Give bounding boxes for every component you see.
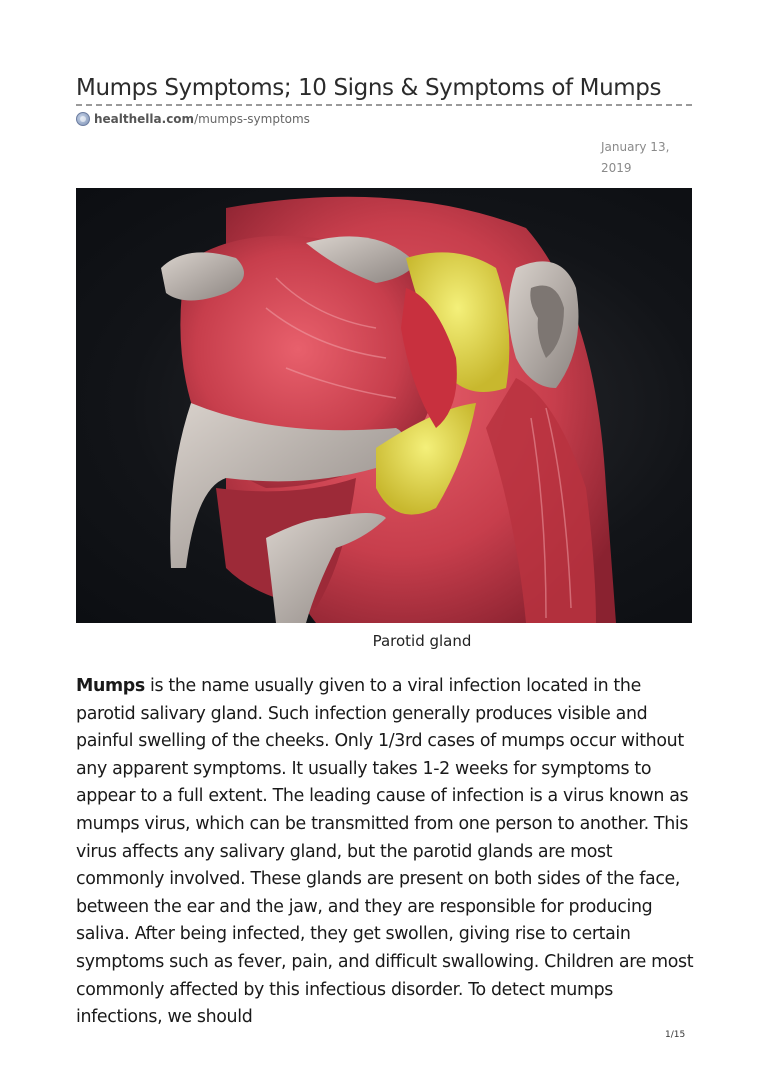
source-link[interactable] <box>76 112 310 126</box>
lead-term: Mumps <box>76 676 145 696</box>
globe-icon <box>76 112 90 126</box>
publish-date-line2: 2019 <box>601 161 632 175</box>
article-title: Mumps Symptoms; 10 Signs & Symptoms of Mumps <box>76 75 662 101</box>
publish-date-line1: January 13, <box>601 140 670 154</box>
source-domain: healthella.com <box>94 112 195 126</box>
title-divider <box>76 104 692 106</box>
article-paragraph <box>76 673 696 1032</box>
source-path: /mumps-symptoms <box>194 112 310 126</box>
page-indicator: 1/15 <box>665 1030 686 1040</box>
publish-date <box>601 137 691 179</box>
paragraph-text: is the name usually given to a viral infection located in the parotid salivary gland. Such infection generally produces visible and painful swelling of the cheeks. Only 1/3rd cases of mumps occur without any apparent symptoms. It usually takes 1-2 weeks for symptoms to appear to a full extent. The leading cause of infection is a virus known as mumps virus, which can be transmitted from one person to another. This virus affects any salivary gland, but the parotid glands are most commonly involved. These glands are present on both sides of the face, between the ear and the jaw, and they are responsible for producing saliva. After being infected, they get swollen, giving rise to certain symptoms such as fever, pain, and difficult swallowing. Children are most commonly affected by this infectious disorder. To detect mumps infections, we should <box>76 676 694 1028</box>
article-image <box>76 188 692 623</box>
anatomy-illustration <box>76 188 692 623</box>
image-caption: Parotid gland <box>372 632 472 650</box>
